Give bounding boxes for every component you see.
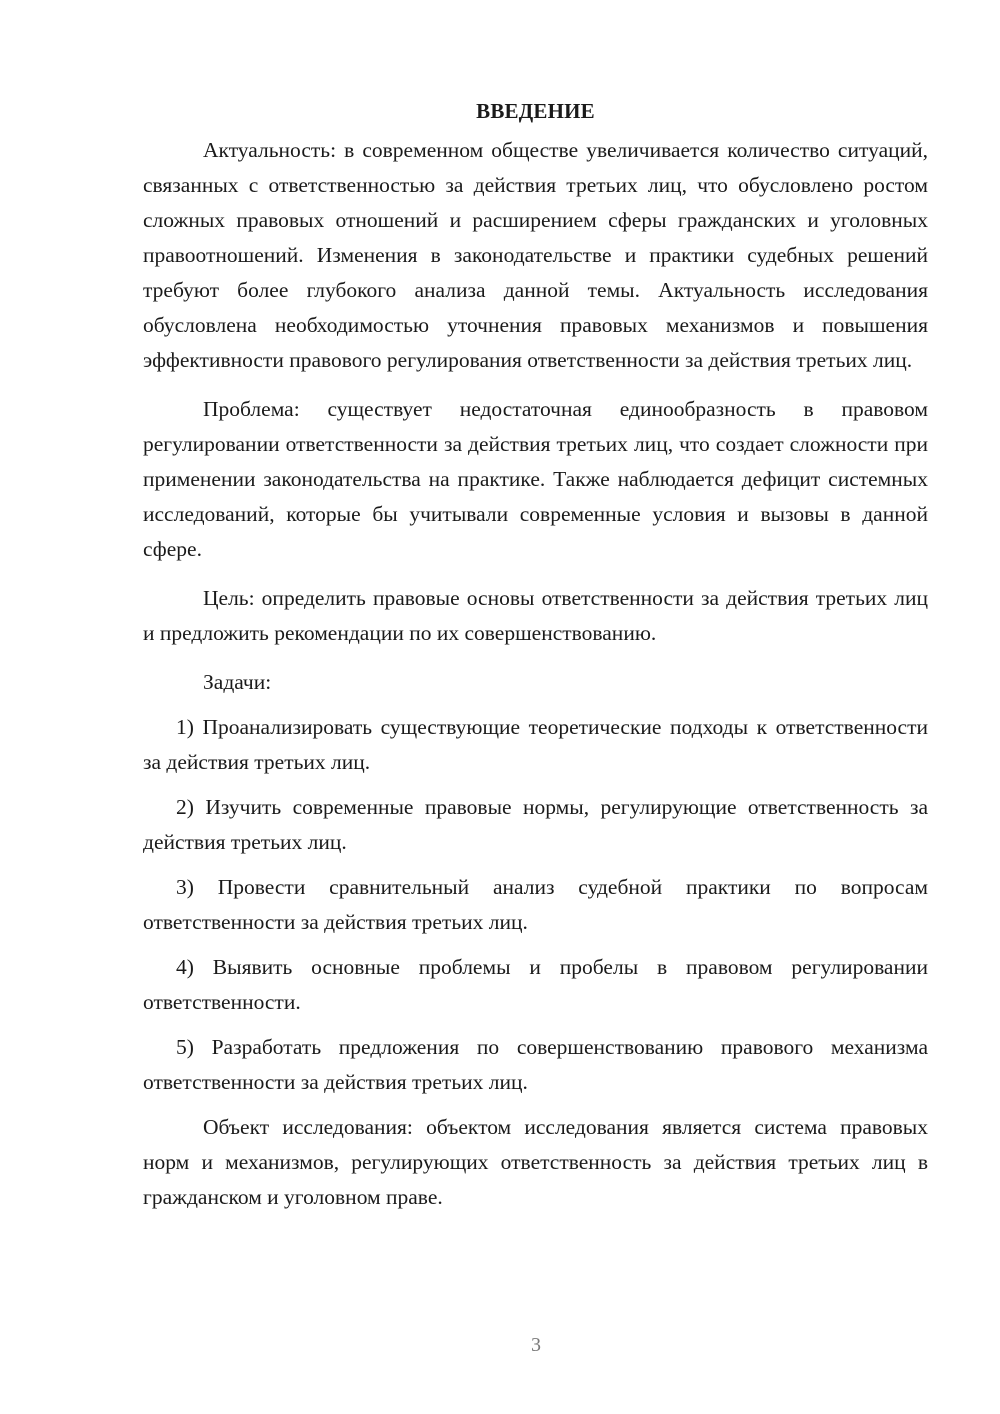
task-item-2: 2) Изучить современные правовые нормы, регулирующие ответственность за действия третьих лиц. xyxy=(143,795,928,854)
task-item-3: 3) Провести сравнительный анализ судебной практики по вопросам ответственности за действия третьих лиц. xyxy=(143,875,928,934)
task-item-5: 5) Разработать предложения по совершенствованию правового механизма ответственности за действия третьих лиц. xyxy=(143,1035,928,1094)
page-number: 3 xyxy=(531,1334,541,1356)
problem-paragraph: Проблема: существует недостаточная единообразность в правовом регулировании ответственности за действия третьих лиц, что создает сложности при применении законодательства на практике. Также наблюдается дефицит системных исследований, которые бы учитывали современные условия и вызовы в данной сфере. xyxy=(143,397,928,561)
task-item-1: 1) Проанализировать существующие теоретические подходы к ответственности за действия третьих лиц. xyxy=(143,715,928,774)
goal-paragraph: Цель: определить правовые основы ответственности за действия третьих лиц и предложить рекомендации по их совершенствованию. xyxy=(143,586,928,645)
object-paragraph: Объект исследования: объектом исследования является система правовых норм и механизмов, регулирующих ответственность за действия третьих лиц в гражданском и уголовном праве. xyxy=(143,1115,928,1209)
task-item-4: 4) Выявить основные проблемы и пробелы в правовом регулировании ответственности. xyxy=(143,955,928,1014)
page-content xyxy=(143,96,928,1229)
relevance-paragraph: Актуальность: в современном обществе увеличивается количество ситуаций, связанных с ответственностью за действия третьих лиц, что обусловлено ростом сложных правовых отношений и расширением сферы гражданских и уголовных правоотношений. Изменения в законодательстве и практики судебных решений требуют более глубокого анализа данной темы. Актуальность исследования обусловлена необходимостью уточнения правовых механизмов и повышения эффективности правового регулирования ответственности за действия третьих лиц. xyxy=(143,138,928,372)
section-title: ВВЕДЕНИЕ xyxy=(476,99,595,123)
tasks-heading: Задачи: xyxy=(203,670,272,694)
